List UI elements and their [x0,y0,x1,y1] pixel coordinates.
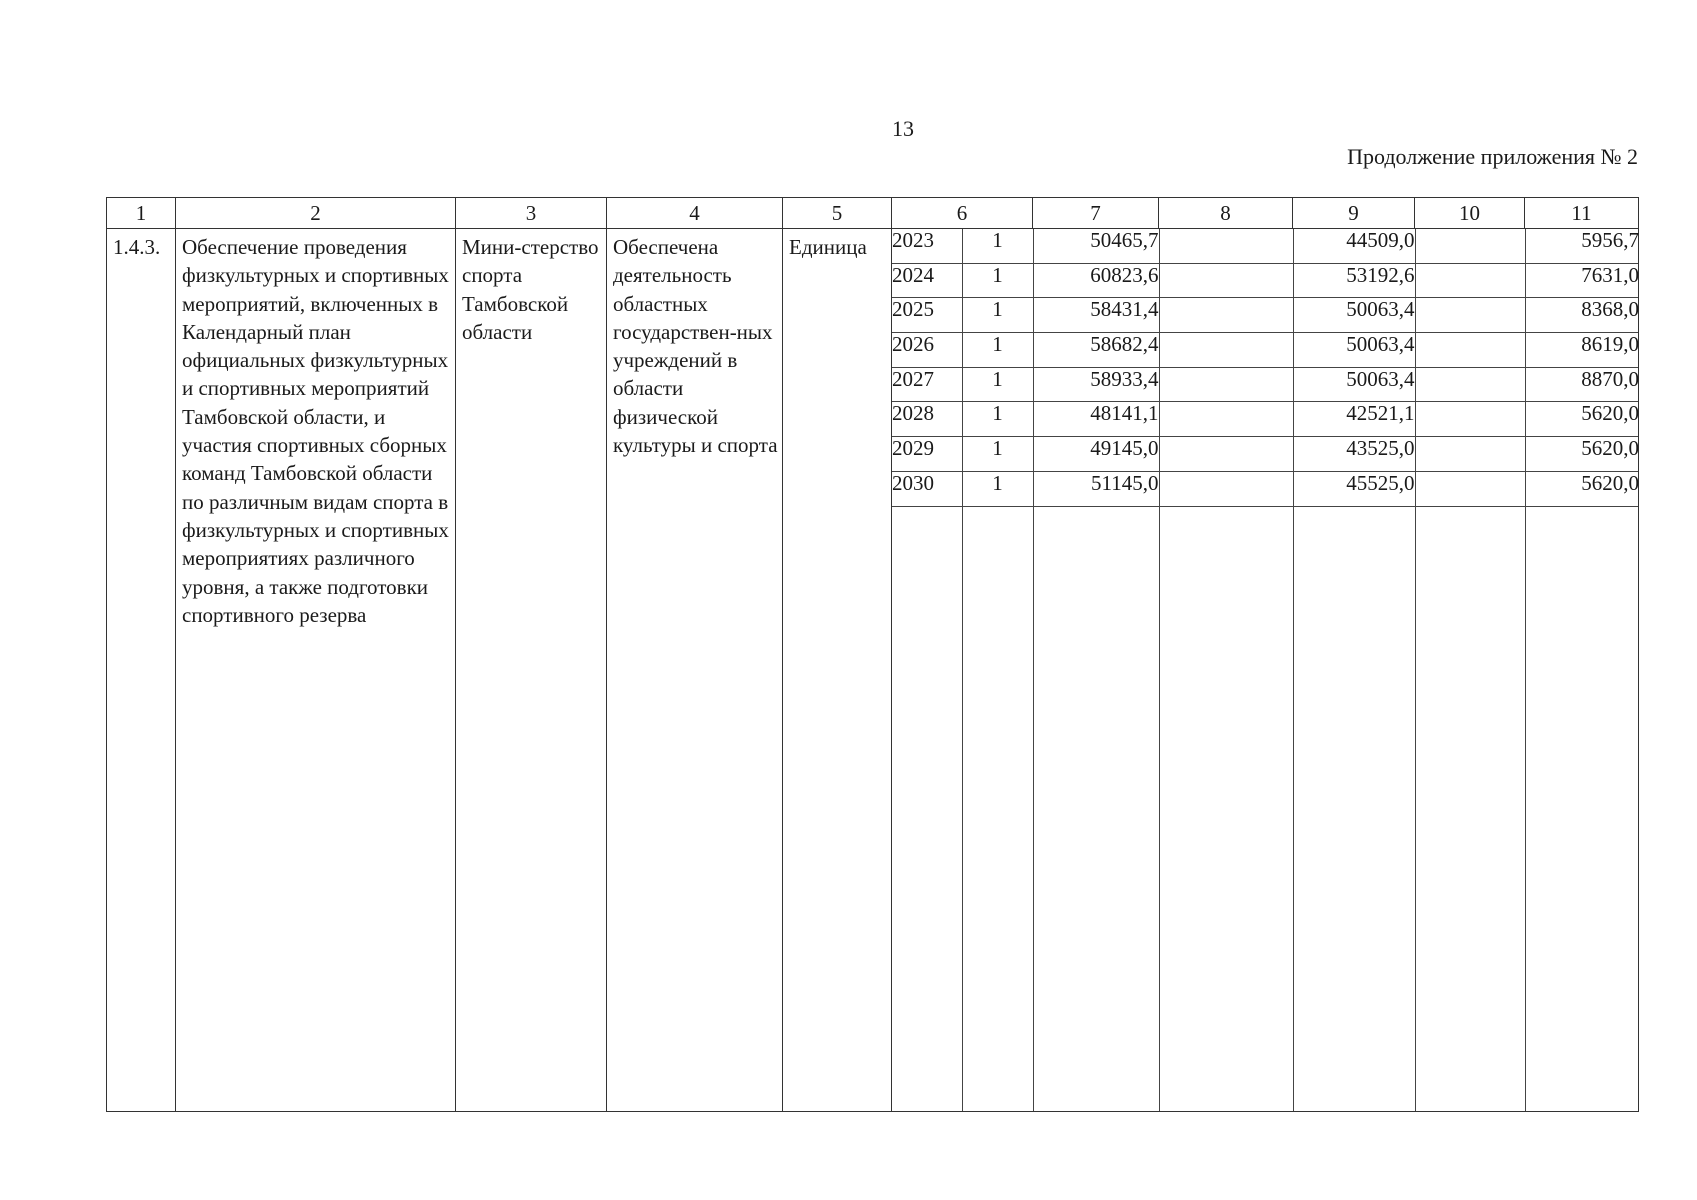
col11-cell: 7631,0 [1525,263,1639,298]
header-col-10: 10 [1415,198,1525,229]
year-cell: 2029 [892,437,962,472]
total-funding-cell: 51145,0 [1033,471,1159,506]
unit-cell [783,229,892,1112]
header-col-9: 9 [1293,198,1415,229]
activity-name-cell [176,229,456,1112]
col10-cell [1415,298,1525,333]
total-funding-cell: 58682,4 [1033,333,1159,368]
col9-cell: 50063,4 [1293,333,1415,368]
col11-cell: 5956,7 [1525,229,1639,263]
yearly-values-table [892,229,1639,1111]
col9-cell: 42521,1 [1293,402,1415,437]
col10-cell [1415,437,1525,472]
filler-row [892,506,1639,1111]
indicator-value-cell: 1 [962,367,1033,402]
year-row [892,298,1639,333]
header-col-11: 11 [1525,198,1639,229]
col8-cell [1159,437,1293,472]
col11-cell: 5620,0 [1525,471,1639,506]
col11-cell: 5620,0 [1525,437,1639,472]
year-row [892,263,1639,298]
result-cell [607,229,783,1112]
program-activities-table [106,197,1639,1112]
indicator-value-cell: 1 [962,471,1033,506]
indicator-value-cell: 1 [962,298,1033,333]
col10-cell [1415,263,1525,298]
year-row [892,333,1639,368]
col10-cell [1415,333,1525,368]
indicator-value-cell: 1 [962,333,1033,368]
col9-cell: 50063,4 [1293,367,1415,402]
activity-name: Обеспечение проведения физкультурных и спортивных мероприятий, включенных в Календарный план официальных физкультурных и спортивных мероприятий Тамбовской области, и участия спортивных сборных команд Тамбовской области по различным видам спорта в физкультурных и спортивных мероприятиях различного уровня, а также подготовки спортивного резерва [182,235,449,627]
header-col-1: 1 [107,198,176,229]
activity-code: 1.4.3. [113,235,161,259]
header-col-8: 8 [1159,198,1293,229]
year-row [892,367,1639,402]
col8-cell [1159,298,1293,333]
col11-cell: 8870,0 [1525,367,1639,402]
col9-cell: 53192,6 [1293,263,1415,298]
year-cell: 2028 [892,402,962,437]
year-cell: 2030 [892,471,962,506]
col9-cell: 50063,4 [1293,298,1415,333]
year-row [892,229,1639,263]
total-funding-cell: 58431,4 [1033,298,1159,333]
header-col-7: 7 [1033,198,1159,229]
col10-cell [1415,471,1525,506]
yearly-values-cell [892,229,1639,1112]
executor-cell [456,229,607,1112]
year-cell: 2024 [892,263,962,298]
col10-cell [1415,229,1525,263]
year-cell: 2023 [892,229,962,263]
unit-of-measure: Единица [789,235,867,259]
table-row [107,229,1639,1112]
year-cell: 2026 [892,333,962,368]
header-row [107,198,1639,229]
col8-cell [1159,263,1293,298]
indicator-value-cell: 1 [962,437,1033,472]
header-col-3: 3 [456,198,607,229]
expected-result: Обеспечена деятельность областных государствен-ных учреждений в области физической культуры и спорта [613,235,778,458]
year-row [892,402,1639,437]
col8-cell [1159,402,1293,437]
header-col-2: 2 [176,198,456,229]
activity-code-cell [107,229,176,1112]
total-funding-cell: 60823,6 [1033,263,1159,298]
total-funding-cell: 49145,0 [1033,437,1159,472]
appendix-continuation-note: Продолжение приложения № 2 [1347,144,1638,169]
header-col-4: 4 [607,198,783,229]
col11-cell: 8619,0 [1525,333,1639,368]
col9-cell: 43525,0 [1293,437,1415,472]
year-row [892,471,1639,506]
total-funding-cell: 50465,7 [1033,229,1159,263]
col8-cell [1159,367,1293,402]
header-col-5: 5 [783,198,892,229]
col8-cell [1159,229,1293,263]
col11-cell: 5620,0 [1525,402,1639,437]
indicator-value-cell: 1 [962,402,1033,437]
indicator-value-cell: 1 [962,263,1033,298]
executor-name: Мини-стерство спорта Тамбовской области [462,235,599,344]
col8-cell [1159,333,1293,368]
col9-cell: 45525,0 [1293,471,1415,506]
total-funding-cell: 58933,4 [1033,367,1159,402]
col9-cell: 44509,0 [1293,229,1415,263]
col8-cell [1159,471,1293,506]
total-funding-cell: 48141,1 [1033,402,1159,437]
indicator-value-cell: 1 [962,229,1033,263]
col10-cell [1415,402,1525,437]
header-col-6: 6 [892,198,1033,229]
col11-cell: 8368,0 [1525,298,1639,333]
year-cell: 2027 [892,367,962,402]
year-row [892,437,1639,472]
col10-cell [1415,367,1525,402]
year-cell: 2025 [892,298,962,333]
page-number: 13 [892,116,914,141]
